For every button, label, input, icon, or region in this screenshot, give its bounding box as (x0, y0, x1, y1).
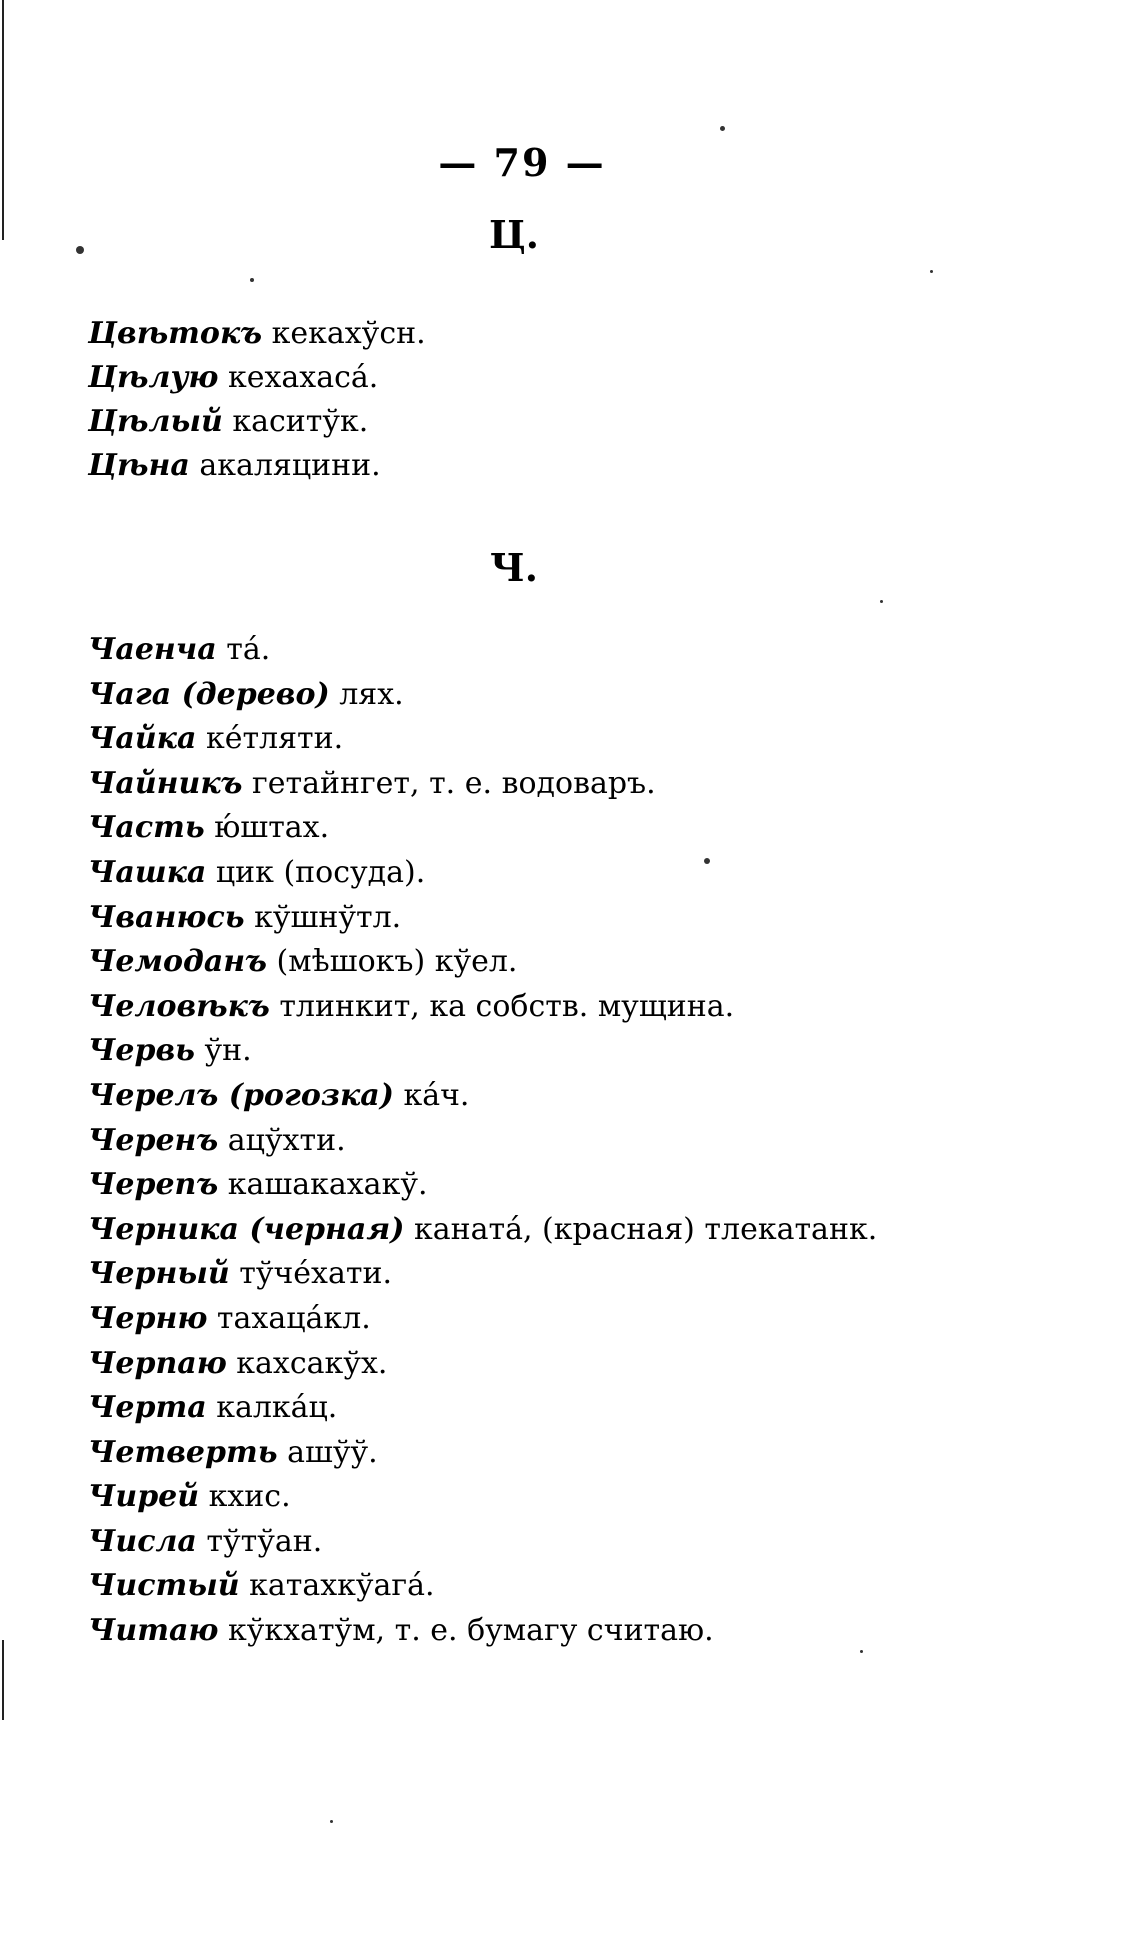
entry-term: Чаенча (88, 632, 217, 667)
entry-term: Чайникъ (88, 765, 243, 801)
scan-speck (330, 1820, 333, 1823)
entry-term: Черенъ (88, 1122, 219, 1158)
scan-speck (930, 270, 933, 273)
scan-speck (860, 1650, 863, 1653)
dictionary-entry (88, 1119, 877, 1164)
entry-translation: ўн. (204, 1033, 252, 1069)
dictionary-entry (88, 940, 877, 985)
dictionary-entry (88, 806, 877, 851)
entry-translation: каситўк. (232, 404, 369, 439)
entry-translation: калка́ц. (216, 1390, 338, 1426)
section-letter-ts: Ц. (489, 212, 539, 257)
entry-translation: ашўў. (287, 1434, 378, 1470)
entry-translation: ацўхти. (227, 1122, 346, 1158)
dictionary-entry (88, 1297, 877, 1342)
entry-translation: лях. (339, 676, 404, 712)
dictionary-entry (88, 896, 877, 941)
dictionary-entry (88, 673, 877, 718)
entry-term: Цѣна (88, 448, 190, 483)
page-number: — 79 — (438, 140, 606, 185)
entry-translation: кашакахакў. (227, 1167, 428, 1203)
dictionary-entry (88, 1520, 877, 1565)
entry-translation: катахкўага́. (249, 1568, 435, 1604)
entry-term: Читаю (88, 1613, 219, 1649)
entry-translation: тахаца́кл. (216, 1300, 371, 1336)
dictionary-entry (88, 717, 877, 762)
entry-term: Часть (88, 810, 205, 846)
entry-term: Черню (88, 1300, 208, 1336)
entry-term: Четверть (88, 1434, 278, 1470)
entry-translation: ке́тляти. (205, 721, 344, 757)
dictionary-entry (88, 1386, 877, 1431)
entry-translation: кехахаса́. (227, 360, 379, 395)
entry-translation: каната́, (красная) тлекатанк. (413, 1211, 878, 1247)
entry-translation: акаляцини. (199, 448, 381, 483)
entry-term: Черный (88, 1256, 230, 1292)
entry-term: Человѣкъ (88, 988, 270, 1024)
entry-translation: тлинкит, ка собств. мущина. (279, 988, 735, 1024)
entry-translation: тўче́хати. (239, 1256, 392, 1292)
entry-translation: тўтўан. (206, 1523, 323, 1559)
entry-translation: кхис. (208, 1479, 291, 1515)
scan-speck (76, 246, 84, 254)
entry-translation: кўкхатўм, т. е. бумагу считаю. (227, 1613, 714, 1649)
entry-term: Чванюсь (88, 899, 245, 935)
entry-translation: та́. (226, 632, 271, 667)
dictionary-entry (88, 400, 426, 444)
entry-term: Чашка (88, 854, 207, 890)
entry-translation: кекахўсн. (271, 316, 426, 351)
entry-term: Чемоданъ (88, 944, 267, 980)
scan-speck (704, 858, 710, 864)
entry-term: Цѣлый (88, 404, 223, 439)
dictionary-entry (88, 1609, 877, 1654)
entry-term: Чайка (88, 721, 197, 757)
scan-speck (880, 600, 883, 603)
dictionary-entry (88, 762, 877, 807)
scan-speck (250, 278, 254, 282)
entry-term: Червь (88, 1033, 195, 1069)
entry-term: Чага (дерево) (88, 676, 330, 712)
entry-term: Черпаю (88, 1345, 227, 1381)
dictionary-entry (88, 1475, 877, 1520)
entry-translation: (мѣшокъ) кўел. (276, 944, 518, 980)
entry-list-ts (88, 312, 426, 488)
entry-translation: ю́штах. (214, 810, 330, 846)
dictionary-entry (88, 312, 426, 356)
entry-term: Черепъ (88, 1167, 219, 1203)
dictionary-entry (88, 1163, 877, 1208)
entry-term: Цѣлую (88, 360, 219, 395)
dictionary-entry (88, 1074, 877, 1119)
entry-term: Черта (88, 1390, 207, 1426)
dictionary-entry (88, 356, 426, 400)
dictionary-entry (88, 851, 877, 896)
page-edge-mark (2, 0, 4, 240)
section-letter-ch: Ч. (490, 545, 538, 590)
entry-translation: цик (посуда). (215, 854, 426, 890)
scan-speck (720, 126, 725, 131)
dictionary-entry (88, 1564, 877, 1609)
dictionary-entry (88, 444, 426, 488)
dictionary-entry (88, 1208, 877, 1253)
page-edge-mark (2, 1640, 4, 1720)
dictionary-entry (88, 1029, 877, 1074)
entry-term: Чирей (88, 1479, 200, 1515)
entry-translation: гетайнгет, т. е. водоваръ. (252, 765, 656, 801)
dictionary-entry (88, 1431, 877, 1476)
entry-term: Цвѣтокъ (88, 316, 263, 351)
dictionary-entry (88, 1252, 877, 1297)
entry-translation: ка́ч. (403, 1077, 470, 1113)
entry-term: Черника (черная) (88, 1211, 405, 1247)
entry-list-ch (88, 628, 877, 1654)
entry-term: Чистый (88, 1568, 240, 1604)
entry-term: Числа (88, 1523, 197, 1559)
entry-translation: кахсакўх. (236, 1345, 388, 1381)
entry-term: Черелъ (рогозка) (88, 1077, 394, 1113)
entry-translation: кўшнўтл. (254, 899, 402, 935)
dictionary-entry (88, 985, 877, 1030)
dictionary-entry (88, 1342, 877, 1387)
dictionary-entry (88, 628, 877, 673)
